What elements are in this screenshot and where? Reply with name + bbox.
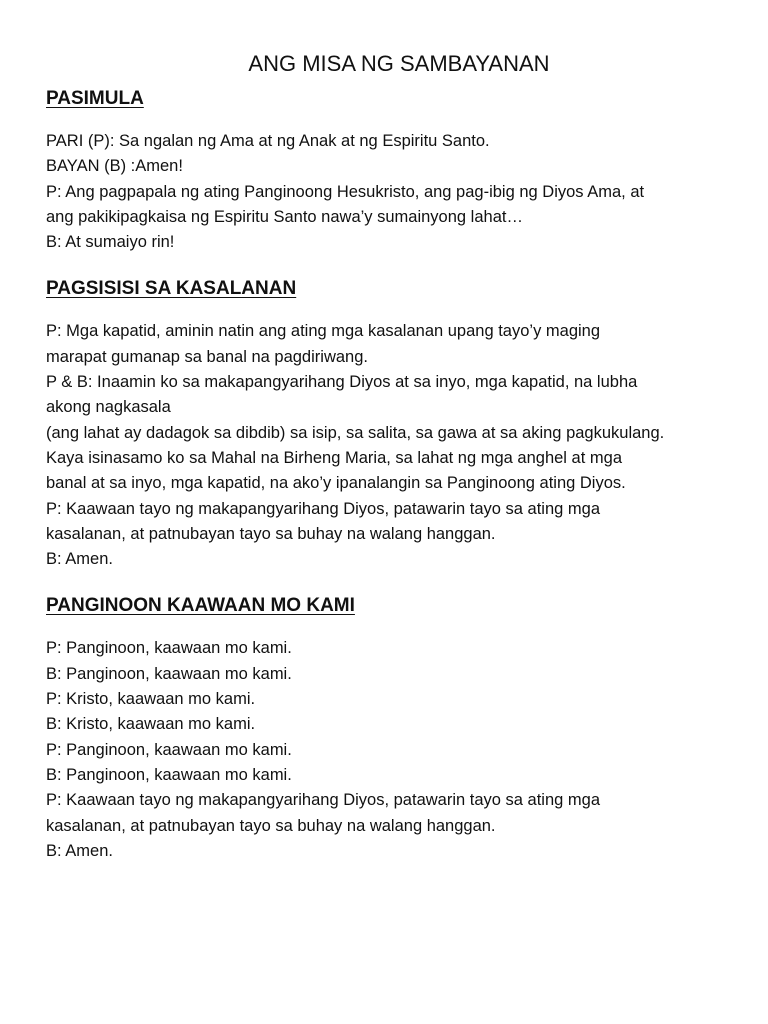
text-line: P: Panginoon, kaawaan mo kami. xyxy=(46,639,292,658)
text-line: kasalanan, at patnubayan tayo sa buhay na walang hanggan. xyxy=(46,816,496,835)
text-line: P: Kristo, kaawaan mo kami. xyxy=(46,690,256,709)
section-body-pasimula xyxy=(46,129,744,255)
document-title: ANG MISA NG SAMBAYANAN xyxy=(248,51,550,76)
section-pasimula xyxy=(46,87,744,255)
text-line: (ang lahat ay dadagok sa dibdib) sa isip, sa salita, sa gawa at sa aking pagkukulang. xyxy=(46,423,665,442)
text-line: P & B: Inaamin ko sa makapangyarihang Diyos at sa inyo, mga kapatid, na lubha xyxy=(46,373,638,392)
section-body-pagsisisi xyxy=(46,319,744,572)
text-line: B: Amen. xyxy=(46,841,113,860)
section-panginoon xyxy=(46,594,744,864)
section-heading-panginoon: PANGINOON KAAWAAN MO KAMI xyxy=(46,595,355,617)
section-pagsisisi xyxy=(46,277,744,572)
text-line: ang pakikipagkaisa ng Espiritu Santo nawa’y sumainyong lahat… xyxy=(46,207,523,226)
section-body-panginoon xyxy=(46,636,744,864)
text-line: P: Ang pagpapala ng ating Panginoong Hesukristo, ang pag-ibig ng Diyos Ama, at xyxy=(46,182,645,201)
section-heading-pagsisisi: PAGSISISI SA KASALANAN xyxy=(46,278,297,300)
text-line: Kaya isinasamo ko sa Mahal na Birheng Maria, sa lahat ng mga anghel at mga xyxy=(46,448,622,467)
text-line: P: Panginoon, kaawaan mo kami. xyxy=(46,740,292,759)
text-line: P: Kaawaan tayo ng makapangyarihang Diyos, patawarin tayo sa ating mga xyxy=(46,499,600,518)
text-line: marapat gumanap sa banal na pagdiriwang. xyxy=(46,347,368,366)
text-line: P: Kaawaan tayo ng makapangyarihang Diyos, patawarin tayo sa ating mga xyxy=(46,791,600,810)
text-line: B: Panginoon, kaawaan mo kami. xyxy=(46,765,292,784)
text-line: B: Panginoon, kaawaan mo kami. xyxy=(46,664,292,683)
text-line: B: Kristo, kaawaan mo kami. xyxy=(46,715,256,734)
section-heading-pasimula: PASIMULA xyxy=(46,88,144,109)
text-line: PARI (P): Sa ngalan ng Ama at ng Anak at ng Espiritu Santo. xyxy=(46,132,490,150)
text-line: B: At sumaiyo rin! xyxy=(46,233,175,252)
text-line: B: Amen. xyxy=(46,550,113,569)
text-line: BAYAN (B) :Amen! xyxy=(46,157,183,176)
text-line: akong nagkasala xyxy=(46,398,171,417)
text-line: kasalanan, at patnubayan tayo sa buhay na walang hanggan. xyxy=(46,524,496,543)
text-line: banal at sa inyo, mga kapatid, na ako’y ipanalangin sa Panginoong ating Diyos. xyxy=(46,474,626,493)
text-line: P: Mga kapatid, aminin natin ang ating mga kasalanan upang tayo’y maging xyxy=(46,322,601,341)
